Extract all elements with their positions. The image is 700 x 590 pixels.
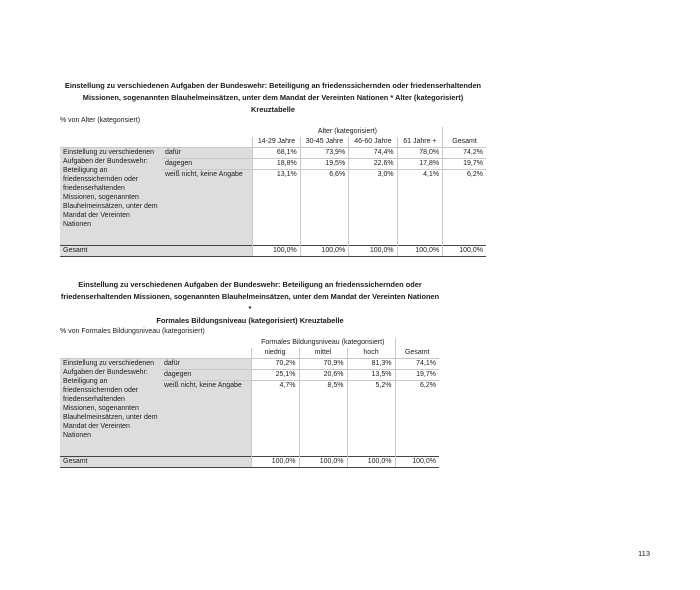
- cell-value: 17,8%: [397, 158, 442, 169]
- cell-value: 5,2%: [347, 380, 395, 456]
- column-header: mittel: [299, 348, 347, 358]
- total-row: [60, 245, 486, 256]
- cell-value: 6,2%: [395, 380, 439, 456]
- group-header: Alter (kategorisiert): [317, 128, 377, 135]
- crosstab-age: [60, 80, 486, 257]
- table-subtitle: % von Formales Bildungsniveau (kategorisiert): [60, 328, 205, 335]
- cell-value: 100,0%: [395, 456, 439, 467]
- crosstab-table: [60, 338, 439, 468]
- column-header: 14-29 Jahre: [253, 137, 300, 147]
- cell-value: 22,6%: [349, 158, 397, 169]
- cell-value: 100,0%: [251, 456, 299, 467]
- cell-value: 3,0%: [349, 169, 397, 245]
- cell-value: 81,3%: [347, 358, 395, 369]
- column-header: 46-60 Jahre: [349, 137, 397, 147]
- row-group-label: Einstellung zu verschiedenen Aufgaben der Bundeswehr: Beteiligung an friedenssichernden oder friedenserhaltenden Missionen, sogenannten Blauhelmeinsätzen, unter dem Mandat der Vereinten Nationen: [60, 358, 161, 456]
- table-row: [60, 147, 486, 158]
- cell-value: 8,5%: [299, 380, 347, 456]
- crosstab-table: [60, 127, 486, 257]
- total-row: [60, 456, 439, 467]
- group-header: Formales Bildungsniveau (kategorisiert): [261, 339, 385, 346]
- column-header: Gesamt: [395, 348, 439, 358]
- cell-value: 100,0%: [443, 245, 486, 256]
- row-group-label: Einstellung zu verschiedenen Aufgaben der Bundeswehr: Beteiligung an friedenssichernden oder friedenserhaltenden Missionen, sogenannten Blauhelmeinsätzen, unter dem Mandat der Vereinten Nationen: [60, 147, 162, 245]
- cell-value: 70,9%: [299, 358, 347, 369]
- cell-value: 13,1%: [253, 169, 300, 245]
- row-label: weiß nicht, keine Angabe: [162, 169, 253, 245]
- row-label: weiß nicht, keine Angabe: [161, 380, 251, 456]
- page-number: 113: [638, 549, 650, 558]
- cell-value: 74,4%: [349, 147, 397, 158]
- cell-value: 100,0%: [347, 456, 395, 467]
- column-header: 30-45 Jahre: [300, 137, 348, 147]
- cell-value: 100,0%: [349, 245, 397, 256]
- column-header: 61 Jahre +: [397, 137, 442, 147]
- column-header: niedrig: [251, 348, 299, 358]
- cell-value: 19,5%: [300, 158, 348, 169]
- table-subtitle: % von Alter (kategorisiert): [60, 117, 141, 124]
- total-label: Gesamt: [60, 245, 253, 256]
- row-label: dafür: [161, 358, 251, 369]
- table-title: Einstellung zu verschiedenen Aufgaben der Bundeswehr: Beteiligung an friedenssichernden oder friedenserhaltenden Missionen, sogenannten Blauhelmeinsätzen, unter dem Mandat der Vereinten Nationen * Alter (kategorisiert) Kreuztabelle: [64, 81, 482, 114]
- cell-value: 100,0%: [253, 245, 300, 256]
- cell-value: 100,0%: [300, 245, 348, 256]
- row-label: dagegen: [162, 158, 253, 169]
- cell-value: 20,6%: [299, 369, 347, 380]
- cell-value: 6,6%: [300, 169, 348, 245]
- cell-value: 68,1%: [253, 147, 300, 158]
- cell-value: 19,7%: [443, 158, 486, 169]
- cell-value: 18,8%: [253, 158, 300, 169]
- cell-value: 78,0%: [397, 147, 442, 158]
- cell-value: 100,0%: [299, 456, 347, 467]
- cell-value: 13,5%: [347, 369, 395, 380]
- cell-value: 74,1%: [395, 358, 439, 369]
- cell-value: 25,1%: [251, 369, 299, 380]
- cell-value: 19,7%: [395, 369, 439, 380]
- cell-value: 4,7%: [251, 380, 299, 456]
- row-label: dagegen: [161, 369, 251, 380]
- row-label: dafür: [162, 147, 253, 158]
- column-header: hoch: [347, 348, 395, 358]
- table-title: Einstellung zu verschiedenen Aufgaben der Bundeswehr: Beteiligung an friedenssichernden oder friedenserhaltenden Missionen, sogenannten Blauhelmeinsätzen, unter dem Mandat der Vereinten Nationen * Formales Bildungsniveau (kategorisiert) Kreuztabelle: [60, 280, 440, 325]
- total-label: Gesamt: [60, 456, 251, 467]
- table-row: [60, 358, 439, 369]
- column-header: Gesamt: [443, 137, 486, 147]
- cell-value: 6,2%: [443, 169, 486, 245]
- cell-value: 70,2%: [251, 358, 299, 369]
- crosstab-education: [60, 279, 440, 468]
- cell-value: 73,9%: [300, 147, 348, 158]
- cell-value: 100,0%: [397, 245, 442, 256]
- cell-value: 4,1%: [397, 169, 442, 245]
- cell-value: 74,2%: [443, 147, 486, 158]
